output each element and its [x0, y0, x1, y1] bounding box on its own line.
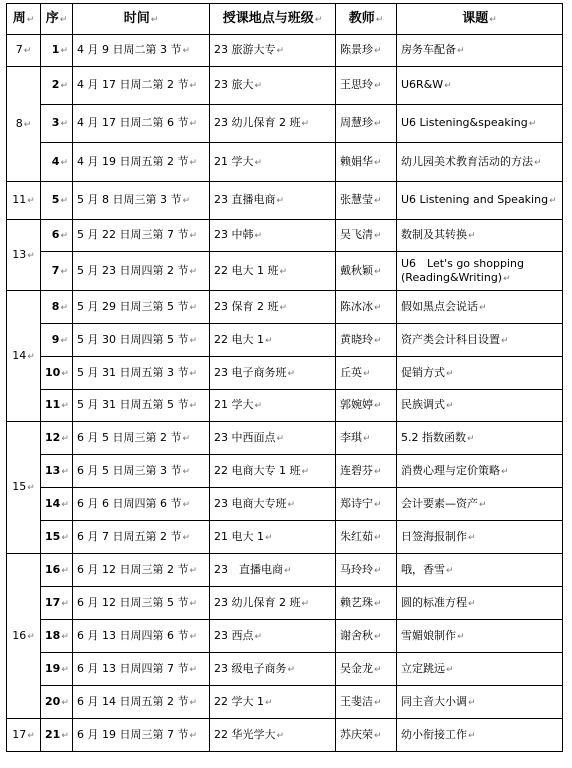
paragraph-mark-icon: ↵ [503, 273, 511, 284]
paragraph-mark-icon: ↵ [189, 266, 198, 277]
paragraph-mark-icon: ↵ [27, 250, 35, 261]
paragraph-mark-icon: ↵ [189, 157, 198, 168]
paragraph-mark-icon: ↵ [23, 46, 32, 56]
header-row [7, 4, 563, 35]
teacher-cell: 马玲玲↵ [336, 554, 397, 587]
table-row [7, 143, 563, 182]
paragraph-mark-icon: ↵ [189, 335, 198, 346]
topic-cell: 民族调式↵ [397, 390, 563, 422]
paragraph-mark-icon: ↵ [479, 499, 487, 510]
paragraph-mark-icon: ↵ [374, 499, 382, 510]
teacher-cell: 吴金龙↵ [336, 653, 397, 686]
teacher-cell: 吴飞清↵ [336, 220, 397, 252]
paragraph-mark-icon: ↵ [60, 231, 68, 241]
paragraph-mark-icon: ↵ [287, 368, 296, 379]
paragraph-mark-icon: ↵ [60, 335, 68, 346]
teacher-cell: 张慧莹↵ [336, 182, 397, 220]
paragraph-mark-icon: ↵ [457, 46, 465, 56]
paragraph-mark-icon: ↵ [468, 598, 476, 609]
header-time: 时间↵ [73, 4, 210, 35]
paragraph-mark-icon: ↵ [287, 664, 296, 675]
paragraph-mark-icon: ↵ [189, 631, 198, 642]
paragraph-mark-icon: ↵ [468, 532, 476, 543]
table-row [7, 67, 563, 105]
paragraph-mark-icon: ↵ [61, 466, 69, 477]
paragraph-mark-icon: ↵ [468, 697, 476, 708]
paragraph-mark-icon: ↵ [301, 119, 310, 129]
paragraph-mark-icon: ↵ [374, 664, 382, 675]
paragraph-mark-icon: ↵ [60, 119, 68, 129]
week-cell: 8↵ [7, 67, 41, 182]
topic-cell: 促销方式↵ [397, 357, 563, 390]
paragraph-mark-icon: ↵ [287, 499, 296, 510]
paragraph-mark-icon: ↵ [374, 119, 382, 129]
table-row [7, 719, 563, 752]
topic-cell: 资产类会计科目设置↵ [397, 324, 563, 357]
topic-cell: 幼儿园美术教育活动的方法↵ [397, 143, 563, 182]
place-class-cell: 23 幼儿保育 2 班↵ [210, 105, 336, 143]
place-class-cell: 23 级电子商务↵ [210, 653, 336, 686]
number-cell: 3↵ [41, 105, 73, 143]
time-cell: 5 月 31 日周五第 5 节↵ [73, 390, 210, 422]
place-class-cell: 23 幼儿保育 2 班↵ [210, 587, 336, 620]
number-cell: 17↵ [41, 587, 73, 620]
teacher-cell: 郭婉婷↵ [336, 390, 397, 422]
number-cell: 18↵ [41, 620, 73, 653]
place-class-cell: 23 电子商务班↵ [210, 357, 336, 390]
paragraph-mark-icon: ↵ [61, 368, 69, 379]
place-class-cell: 21 学大↵ [210, 143, 336, 182]
paragraph-mark-icon: ↵ [150, 14, 159, 25]
teacher-cell: 王思玲↵ [336, 67, 397, 105]
teacher-cell: 郑诗宁↵ [336, 488, 397, 521]
paragraph-mark-icon: ↵ [501, 466, 509, 477]
paragraph-mark-icon: ↵ [374, 730, 382, 741]
paragraph-mark-icon: ↵ [60, 196, 68, 206]
paragraph-mark-icon: ↵ [489, 14, 497, 25]
paragraph-mark-icon: ↵ [61, 433, 69, 444]
paragraph-mark-icon: ↵ [189, 302, 198, 313]
place-class-cell: 22 电大 1 班↵ [210, 252, 336, 291]
topic-cell: 房务车配备↵ [397, 35, 563, 67]
time-cell: 6 月 14 日周五第 2 节↵ [73, 686, 210, 719]
paragraph-mark-icon: ↵ [444, 81, 452, 91]
paragraph-mark-icon: ↵ [314, 14, 323, 25]
paragraph-mark-icon: ↵ [189, 81, 198, 91]
paragraph-mark-icon: ↵ [254, 401, 263, 411]
topic-cell: U6 Let's go shopping (Reading&Writing)↵ [397, 252, 563, 291]
week-cell: 16↵ [7, 554, 41, 719]
topic-cell: 数制及其转换↵ [397, 220, 563, 252]
number-cell: 5↵ [41, 182, 73, 220]
teacher-cell: 陈景珍↵ [336, 35, 397, 67]
paragraph-mark-icon: ↵ [265, 697, 273, 708]
table-row [7, 686, 563, 719]
header-week: 周↵ [7, 4, 41, 35]
paragraph-mark-icon: ↵ [374, 266, 382, 277]
table-row [7, 620, 563, 653]
paragraph-mark-icon: ↵ [182, 532, 191, 543]
paragraph-mark-icon: ↵ [189, 565, 198, 576]
paragraph-mark-icon: ↵ [375, 14, 384, 25]
week-cell: 15↵ [7, 422, 41, 554]
paragraph-mark-icon: ↵ [189, 598, 198, 609]
time-cell: 6 月 13 日周四第 6 节↵ [73, 620, 210, 653]
paragraph-mark-icon: ↵ [363, 368, 371, 379]
paragraph-mark-icon: ↵ [61, 532, 69, 543]
paragraph-mark-icon: ↵ [189, 231, 198, 241]
paragraph-mark-icon: ↵ [363, 433, 371, 444]
number-cell: 2↵ [41, 67, 73, 105]
header-place-class: 授课地点与班级↵ [210, 4, 336, 35]
teacher-cell: 连碧芬↵ [336, 455, 397, 488]
time-cell: 5 月 29 日周三第 5 节↵ [73, 291, 210, 324]
week-cell: 7↵ [7, 35, 41, 67]
topic-cell: 哦，香雪↵ [397, 554, 563, 587]
table-row [7, 488, 563, 521]
paragraph-mark-icon: ↵ [23, 119, 32, 130]
paragraph-mark-icon: ↵ [479, 302, 487, 313]
time-cell: 6 月 5 日周三第 3 节↵ [73, 455, 210, 488]
paragraph-mark-icon: ↵ [446, 368, 454, 379]
paragraph-mark-icon: ↵ [374, 466, 382, 477]
paragraph-mark-icon: ↵ [254, 231, 263, 241]
paragraph-mark-icon: ↵ [501, 335, 509, 346]
paragraph-mark-icon: ↵ [301, 598, 310, 609]
place-class-cell: 23 旅大↵ [210, 67, 336, 105]
paragraph-mark-icon: ↵ [374, 697, 382, 708]
time-cell: 6 月 12 日周三第 5 节↵ [73, 587, 210, 620]
table-row [7, 390, 563, 422]
paragraph-mark-icon: ↵ [61, 598, 69, 609]
topic-cell: 5.2 指数函数↵ [397, 422, 563, 455]
paragraph-mark-icon: ↵ [189, 401, 198, 411]
paragraph-mark-icon: ↵ [374, 401, 382, 411]
paragraph-mark-icon: ↵ [374, 631, 382, 642]
paragraph-mark-icon: ↵ [276, 730, 285, 741]
paragraph-mark-icon: ↵ [374, 532, 382, 543]
paragraph-mark-icon: ↵ [182, 433, 191, 444]
place-class-cell: 22 电大 1↵ [210, 324, 336, 357]
paragraph-mark-icon: ↵ [61, 664, 69, 675]
teacher-cell: 朱红茹↵ [336, 521, 397, 554]
time-cell: 6 月 6 日周四第 6 节↵ [73, 488, 210, 521]
paragraph-mark-icon: ↵ [182, 46, 191, 56]
week-cell: 14↵ [7, 291, 41, 422]
paragraph-mark-icon: ↵ [374, 565, 382, 576]
paragraph-mark-icon: ↵ [182, 499, 191, 510]
paragraph-mark-icon: ↵ [374, 46, 382, 56]
paragraph-mark-icon: ↵ [189, 368, 198, 379]
paragraph-mark-icon: ↵ [374, 157, 382, 168]
teacher-cell: 丘英↵ [336, 357, 397, 390]
paragraph-mark-icon: ↵ [60, 81, 68, 91]
place-class-cell: 23 直播电商↵ [210, 182, 336, 220]
number-cell: 4↵ [41, 143, 73, 182]
place-class-cell: 22 学大 1↵ [210, 686, 336, 719]
number-cell: 15↵ [41, 521, 73, 554]
topic-cell: 会计要素—资产↵ [397, 488, 563, 521]
time-cell: 4 月 17 日周二第 6 节↵ [73, 105, 210, 143]
paragraph-mark-icon: ↵ [468, 231, 476, 241]
paragraph-mark-icon: ↵ [374, 302, 382, 313]
place-class-cell: 22 华光学大↵ [210, 719, 336, 752]
number-cell: 14↵ [41, 488, 73, 521]
paragraph-mark-icon: ↵ [182, 466, 191, 477]
paragraph-mark-icon: ↵ [189, 697, 198, 708]
paragraph-mark-icon: ↵ [189, 730, 198, 741]
paragraph-mark-icon: ↵ [182, 196, 191, 206]
paragraph-mark-icon: ↵ [254, 157, 263, 168]
schedule-table-wrapper [6, 3, 563, 752]
place-class-cell: 23 保育 2 班↵ [210, 291, 336, 324]
topic-cell: U6 Listening&speaking↵ [397, 105, 563, 143]
header-number: 序↵ [41, 4, 73, 35]
paragraph-mark-icon: ↵ [301, 466, 310, 477]
paragraph-mark-icon: ↵ [374, 335, 382, 346]
paragraph-mark-icon: ↵ [27, 730, 35, 741]
paragraph-mark-icon: ↵ [26, 14, 35, 25]
teacher-cell: 苏庆荣↵ [336, 719, 397, 752]
paragraph-mark-icon: ↵ [276, 46, 285, 56]
table-row [7, 291, 563, 324]
paragraph-mark-icon: ↵ [189, 119, 198, 129]
paragraph-mark-icon: ↵ [265, 532, 273, 543]
place-class-cell: 23 电商大专班↵ [210, 488, 336, 521]
table-row [7, 422, 563, 455]
paragraph-mark-icon: ↵ [61, 631, 69, 642]
paragraph-mark-icon: ↵ [374, 196, 382, 206]
table-row [7, 105, 563, 143]
paragraph-mark-icon: ↵ [528, 119, 537, 129]
table-row [7, 357, 563, 390]
paragraph-mark-icon: ↵ [279, 302, 288, 313]
time-cell: 6 月 12 日周三第 2 节↵ [73, 554, 210, 587]
paragraph-mark-icon: ↵ [374, 598, 382, 609]
time-cell: 4 月 17 日周二第 2 节↵ [73, 67, 210, 105]
paragraph-mark-icon: ↵ [27, 351, 35, 362]
place-class-cell: 23 旅游大专↵ [210, 35, 336, 67]
teacher-cell: 赖娟华↵ [336, 143, 397, 182]
teacher-cell: 陈冰冰↵ [336, 291, 397, 324]
paragraph-mark-icon: ↵ [467, 433, 475, 444]
place-class-cell: 23 中西面点↵ [210, 422, 336, 455]
paragraph-mark-icon: ↵ [61, 499, 69, 510]
table-row [7, 324, 563, 357]
topic-cell: 消费心理与定价策略↵ [397, 455, 563, 488]
place-class-cell: 23 西点↵ [210, 620, 336, 653]
week-cell: 17↵ [7, 719, 41, 752]
paragraph-mark-icon: ↵ [60, 46, 68, 56]
number-cell: 13↵ [41, 455, 73, 488]
paragraph-mark-icon: ↵ [276, 433, 285, 444]
number-cell: 8↵ [41, 291, 73, 324]
paragraph-mark-icon: ↵ [27, 196, 35, 206]
number-cell: 21↵ [41, 719, 73, 752]
topic-cell: 幼小衔接工作↵ [397, 719, 563, 752]
paragraph-mark-icon: ↵ [189, 664, 198, 675]
paragraph-mark-icon: ↵ [468, 730, 476, 741]
topic-cell: 日签海报制作↵ [397, 521, 563, 554]
teacher-cell: 李琪↵ [336, 422, 397, 455]
paragraph-mark-icon: ↵ [27, 483, 35, 493]
place-class-cell: 23 中韩↵ [210, 220, 336, 252]
header-topic: 课题↵ [397, 4, 563, 35]
table-row [7, 554, 563, 587]
paragraph-mark-icon: ↵ [534, 157, 542, 168]
topic-cell: 假如黑点会说话↵ [397, 291, 563, 324]
time-cell: 5 月 31 日周五第 3 节↵ [73, 357, 210, 390]
number-cell: 11↵ [41, 390, 73, 422]
paragraph-mark-icon: ↵ [276, 196, 285, 206]
teacher-cell: 谢舍秋↵ [336, 620, 397, 653]
paragraph-mark-icon: ↵ [61, 401, 69, 411]
week-cell: 13↵ [7, 220, 41, 291]
table-row [7, 455, 563, 488]
number-cell: 20↵ [41, 686, 73, 719]
topic-cell: U6R&W↵ [397, 67, 563, 105]
table-row [7, 220, 563, 252]
schedule-table [6, 3, 563, 752]
time-cell: 5 月 22 日周三第 7 节↵ [73, 220, 210, 252]
number-cell: 7↵ [41, 252, 73, 291]
time-cell: 5 月 8 日周三第 3 节↵ [73, 182, 210, 220]
number-cell: 9↵ [41, 324, 73, 357]
teacher-cell: 戴秋颖↵ [336, 252, 397, 291]
paragraph-mark-icon: ↵ [284, 565, 292, 576]
paragraph-mark-icon: ↵ [457, 631, 465, 642]
time-cell: 6 月 19 日周三第 7 节↵ [73, 719, 210, 752]
place-class-cell: 22 电商大专 1 班↵ [210, 455, 336, 488]
topic-cell: U6 Listening and Speaking↵ [397, 182, 563, 220]
number-cell: 16↵ [41, 554, 73, 587]
time-cell: 4 月 19 日周五第 2 节↵ [73, 143, 210, 182]
number-cell: 6↵ [41, 220, 73, 252]
place-class-cell: 21 电大 1↵ [210, 521, 336, 554]
number-cell: 10↵ [41, 357, 73, 390]
paragraph-mark-icon: ↵ [446, 565, 454, 576]
paragraph-mark-icon: ↵ [374, 81, 382, 91]
paragraph-mark-icon: ↵ [279, 266, 288, 277]
paragraph-mark-icon: ↵ [61, 730, 69, 741]
paragraph-mark-icon: ↵ [60, 302, 68, 313]
paragraph-mark-icon: ↵ [60, 266, 68, 277]
topic-cell: 立定跳远↵ [397, 653, 563, 686]
table-row [7, 587, 563, 620]
time-cell: 6 月 5 日周三第 2 节↵ [73, 422, 210, 455]
number-cell: 12↵ [41, 422, 73, 455]
place-class-cell: 21 学大↵ [210, 390, 336, 422]
topic-cell: 圆的标准方程↵ [397, 587, 563, 620]
table-row [7, 653, 563, 686]
table-body [7, 35, 563, 752]
paragraph-mark-icon: ↵ [61, 697, 69, 708]
teacher-cell: 周慧珍↵ [336, 105, 397, 143]
paragraph-mark-icon: ↵ [446, 664, 454, 675]
paragraph-mark-icon: ↵ [549, 196, 557, 206]
topic-cell: 同主音大小调↵ [397, 686, 563, 719]
teacher-cell: 王斐洁↵ [336, 686, 397, 719]
paragraph-mark-icon: ↵ [59, 14, 68, 25]
paragraph-mark-icon: ↵ [27, 631, 35, 642]
number-cell: 1↵ [41, 35, 73, 67]
time-cell: 5 月 30 日周四第 5 节↵ [73, 324, 210, 357]
time-cell: 5 月 23 日周四第 2 节↵ [73, 252, 210, 291]
teacher-cell: 黄晓玲↵ [336, 324, 397, 357]
paragraph-mark-icon: ↵ [60, 157, 68, 168]
table-row [7, 252, 563, 291]
time-cell: 4 月 9 日周二第 3 节↵ [73, 35, 210, 67]
table-row [7, 182, 563, 220]
number-cell: 19↵ [41, 653, 73, 686]
table-row [7, 521, 563, 554]
paragraph-mark-icon: ↵ [61, 565, 69, 576]
place-class-cell: 23 直播电商↵ [210, 554, 336, 587]
paragraph-mark-icon: ↵ [254, 631, 263, 642]
paragraph-mark-icon: ↵ [254, 81, 263, 91]
paragraph-mark-icon: ↵ [446, 401, 454, 411]
table-row [7, 35, 563, 67]
teacher-cell: 赖艺珠↵ [336, 587, 397, 620]
topic-cell: 雪媚娘制作↵ [397, 620, 563, 653]
time-cell: 6 月 13 日周四第 7 节↵ [73, 653, 210, 686]
header-teacher: 教师↵ [336, 4, 397, 35]
week-cell: 11↵ [7, 182, 41, 220]
paragraph-mark-icon: ↵ [265, 335, 273, 346]
paragraph-mark-icon: ↵ [374, 231, 382, 241]
time-cell: 6 月 7 日周五第 2 节↵ [73, 521, 210, 554]
